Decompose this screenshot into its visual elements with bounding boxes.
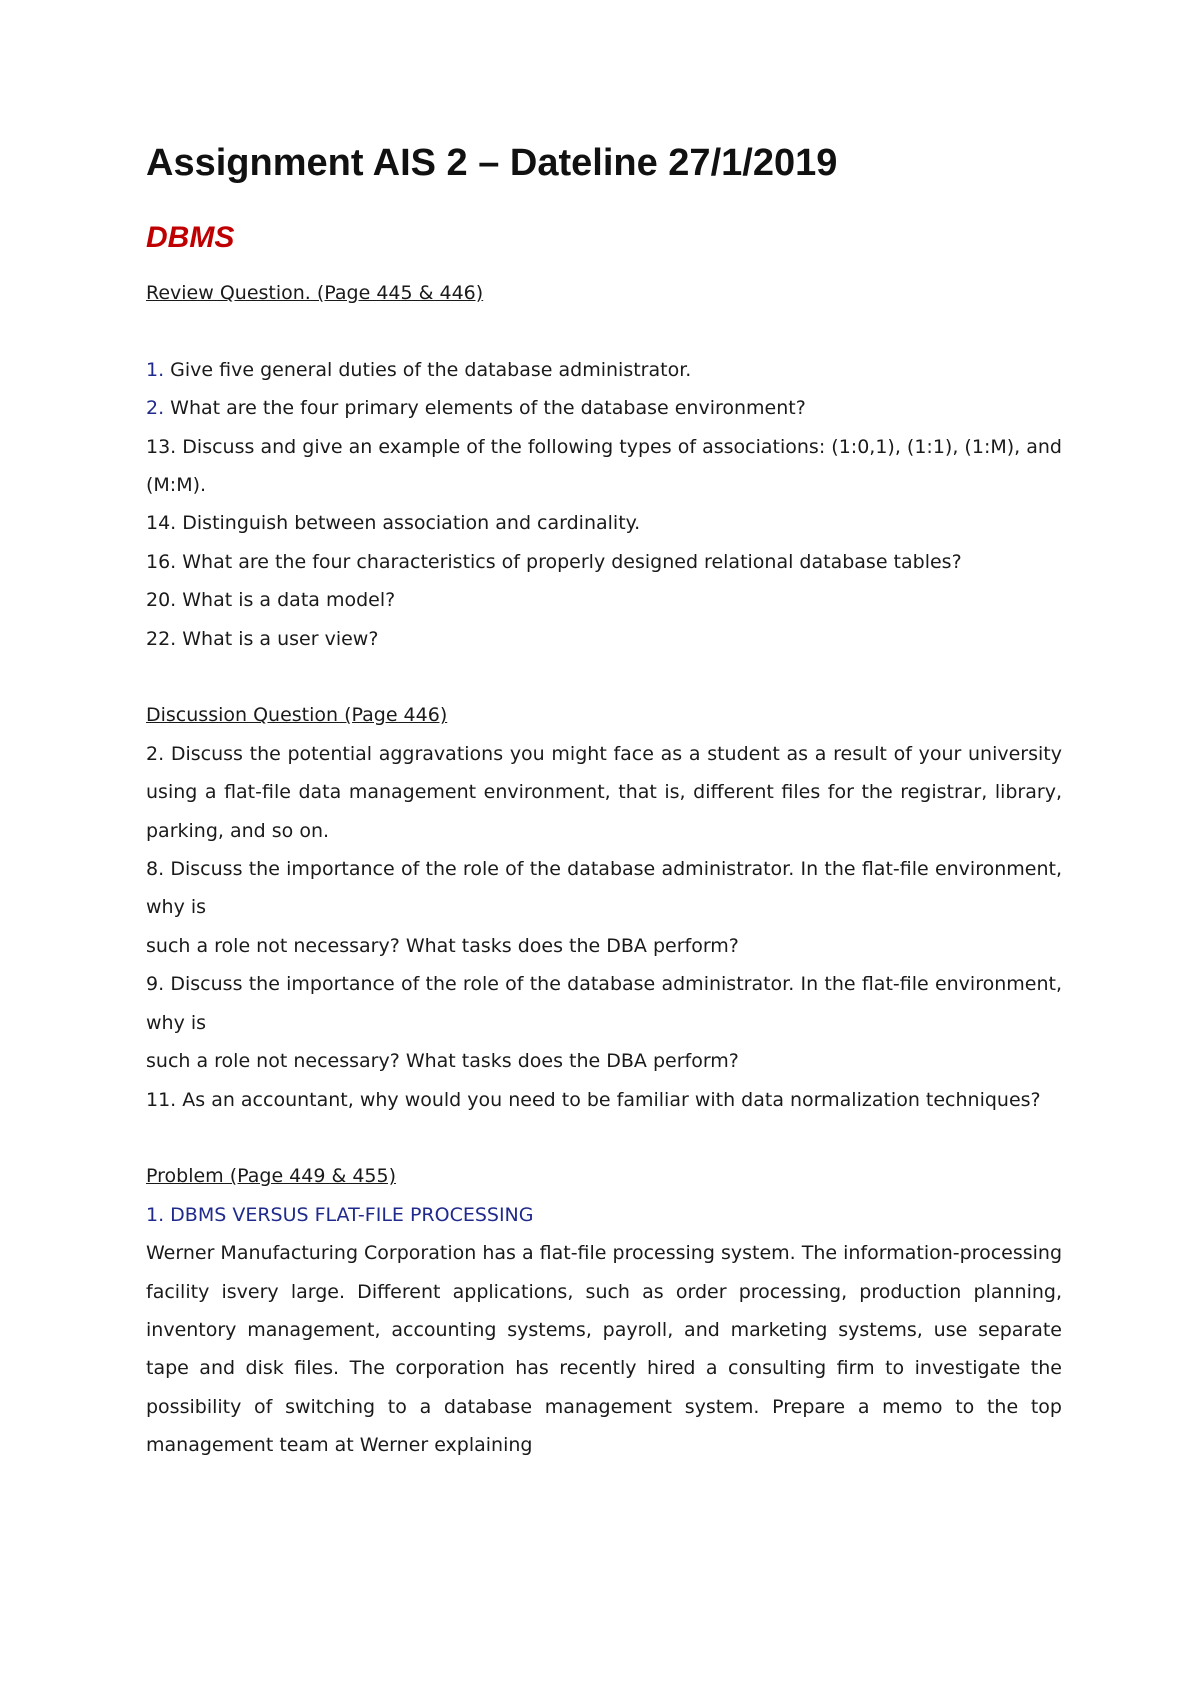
discussion-item-continued: such a role not necessary? What tasks does the DBA perform? [146,934,739,957]
item-number: 2. [146,397,165,420]
problem-heading: Problem (Page 449 & 455) [146,1165,397,1188]
review-item: 16. What are the four characteristics of properly designed relational database tables? [146,550,962,573]
item-number: 1. [146,358,165,381]
review-item: 20. What is a data model? [146,589,396,612]
discussion-item: 11. As an accountant, why would you need to be familiar with data normalization techniques? [146,1088,1041,1111]
discussion-item: 9. Discuss the importance of the role of the database administrator. In the flat-file environment, why is [146,973,1062,1034]
document-page [146,140,1062,1465]
review-item: 14. Distinguish between association and cardinality. [146,512,641,535]
review-item: 13. Discuss and give an example of the following types of associations: (1:0,1), (1:1), (1:M), and (M:M). [146,435,1062,497]
item-text: What are the four primary elements of the database environment? [164,397,806,420]
review-item: 22. What is a user view? [146,627,379,650]
discussion-item-continued: such a role not necessary? What tasks does the DBA perform? [146,1050,739,1073]
review-item [146,389,1062,427]
review-item [146,351,1062,389]
problem-body: Werner Manufacturing Corporation has a flat-file processing system. The information-processing facility isvery large. Different applications, such as order processing, production planning, inventory management, accounting systems, payroll, and marketing systems, use separate tape and disk files. The corporation has recently hired a consulting firm to investigate the possibility of switching to a database management system. Prepare a memo to the top management team at Werner explaining [146,1242,1063,1457]
section-subtitle: DBMS [146,221,235,254]
page-title: Assignment AIS 2 – Dateline 27/1/2019 [146,142,838,184]
problem-title: 1. DBMS VERSUS FLAT-FILE PROCESSING [146,1203,534,1226]
review-heading: Review Question. (Page 445 & 446) [146,282,484,304]
discussion-item: 8. Discuss the importance of the role of the database administrator. In the flat-file environment, why is [146,858,1062,919]
discussion-heading: Discussion Question (Page 446) [146,704,448,727]
discussion-item: 2. Discuss the potential aggravations you might face as a student as a result of your university using a flat-file data management environment, that is, different files for the registrar, library, parking, and so on. [146,742,1062,842]
item-text: Give five general duties of the database administrator. [164,358,692,381]
